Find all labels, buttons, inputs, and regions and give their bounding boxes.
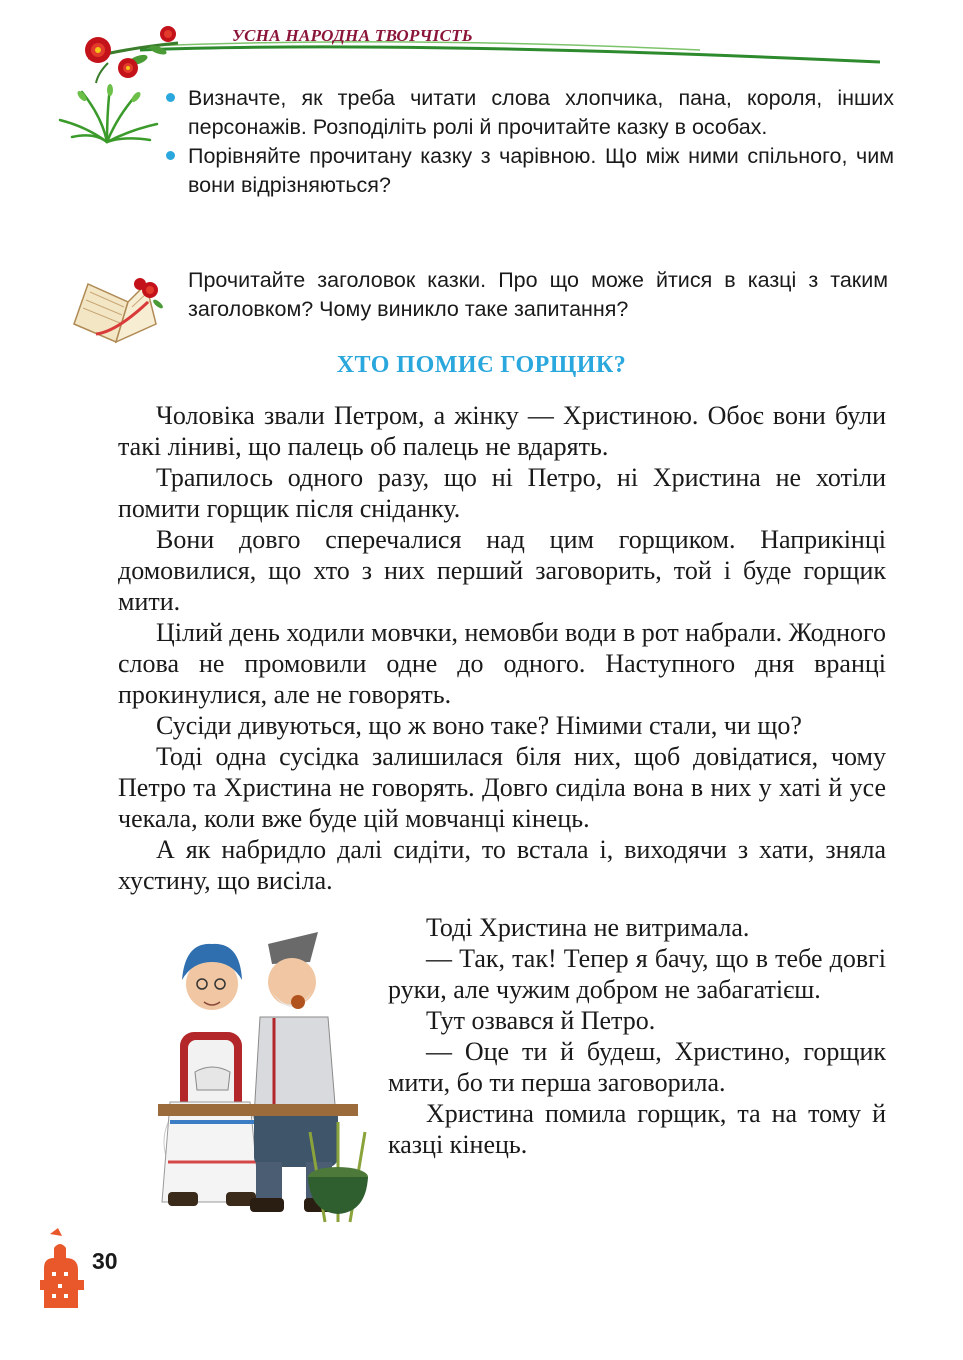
task-list <box>164 84 894 200</box>
task-text: Визначте, як треба читати слова хлопчика, пана, короля, інших персонажів. Розподіліть ролі й прочитайте казку в особах. <box>188 86 894 139</box>
story-paragraph: Трапилось одного разу, що ні Петро, ні Христина не хотіли помити горщик після сніданку. <box>118 463 886 523</box>
story-paragraph: А як набридло далі сидіти, то встала і, виходячи з хати, зняла хустину, що висіла. <box>118 835 886 895</box>
section-header-title: УСНА НАРОДНА ТВОРЧІСТЬ <box>232 26 473 45</box>
bullet-icon <box>166 151 175 160</box>
ornament-icon <box>38 1228 90 1310</box>
couple-illustration <box>150 922 375 1232</box>
story-paragraph: Сусіди дивуються, що ж воно таке? Німими стали, чи що? <box>156 711 802 740</box>
woman-figure <box>162 944 260 1206</box>
story-paragraph: Вони довго сперечалися над цим горщиком. Наприкінці домовилися, що хто з них перший заговорить, той і буде горщик мити. <box>118 525 886 616</box>
story-paragraph: Тоді Христина не витримала. <box>426 913 750 942</box>
task-text: Порівняйте прочитану казку з чарівною. Що між ними спільного, чим вони відрізняються? <box>188 144 894 197</box>
story-paragraph: Христина помила горщик, та на тому й казці кінець. <box>388 1099 886 1159</box>
story-paragraph: — Оце ти й будеш, Христино, горщик мити, бо ти перша заговорила. <box>388 1037 886 1097</box>
page-number: 30 <box>92 1248 118 1274</box>
flower-branch-icon <box>78 18 188 88</box>
reading-prompt: Прочитайте заголовок казки. Про що може йтися в казці з таким заголовком? Чому виникло таке запитання? <box>188 268 888 321</box>
task-item <box>164 142 894 200</box>
story-paragraph: Чоловіка звали Петром, а жінку — Христиною. Обоє вони були такі ліниві, що палець об палець не вдарять. <box>118 401 886 461</box>
story-paragraph: — Так, так! Тепер я бачу, що в тебе довгі руки, але чужим добром не забагатієш. <box>388 944 886 1004</box>
bullet-icon <box>166 93 175 102</box>
grass-icon <box>52 82 162 147</box>
story-title: ХТО ПОМИЄ ГОРЩИК? <box>336 352 627 378</box>
book-quill-icon <box>66 262 166 352</box>
task-item <box>164 84 894 142</box>
story-paragraph: Цілий день ходили мовчки, немовби води в рот набрали. Жодного слова не промовили одне до одного. Наступного дня вранці прокинулися, але не говорять. <box>118 618 886 709</box>
story-body <box>118 400 886 896</box>
story-paragraph: Тоді одна сусідка залишилася біля них, щоб довідатися, чому Петро та Христина не говорять. Довго сиділа вона в них у хаті й усе чекала, коли вже буде цій мовчанці кінець. <box>118 742 886 833</box>
story-paragraph: Тут озвався й Петро. <box>426 1006 656 1035</box>
story-body-right <box>388 912 886 1160</box>
